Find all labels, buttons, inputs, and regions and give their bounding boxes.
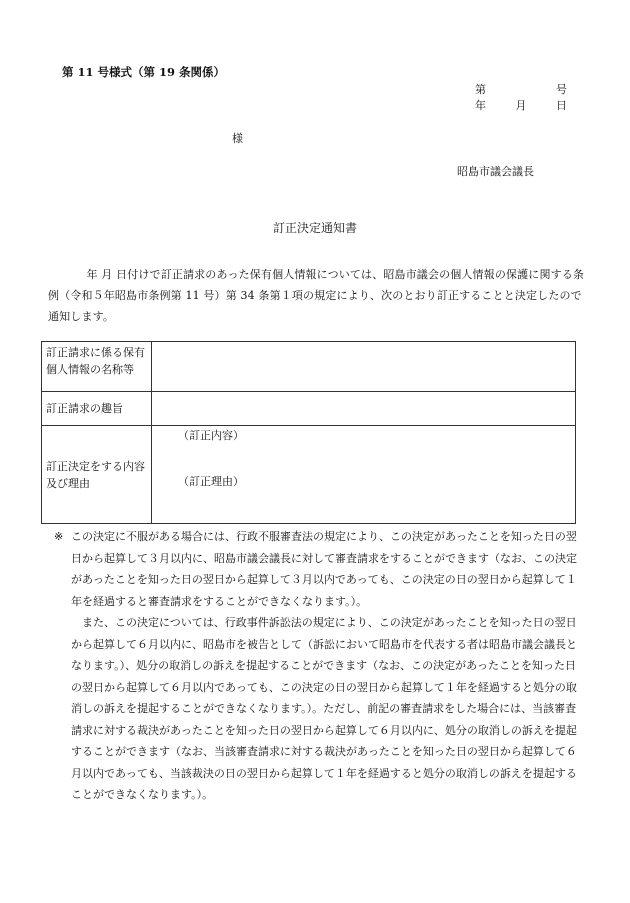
row-label-decision-content: 訂正決定をする内容及び理由 — [42, 426, 152, 524]
appeal-notes — [54, 526, 582, 806]
decision-table — [41, 341, 576, 524]
appeal-note-lawsuit — [54, 612, 582, 806]
correction-content-label: （訂正内容） — [178, 429, 244, 442]
note-mark: ※ — [54, 530, 64, 543]
body-paragraph: 年 月 日付けで訂正請求のあった保有個人情報については、昭島市議会の個人情報の保護に関する条例（令和５年昭島市条例第 11 号）第 34 条第１項の規定により、次のとおり訂正することと決定したので通知します。 — [48, 268, 585, 323]
table-row — [42, 342, 576, 392]
note-text-lawsuit: また、この決定については、行政事件訴訟法の規定により、この決定があったことを知った日の翌日から起算して６月以内に、昭島市を被告として（訴訟において昭島市を代表する者は昭島市議会議長となります。）、処分の取消しの訴えを提起することができます（なお、この決定があったことを知った日の翌日から起算して６月以内であっても、この決定の日の翌日から起算して１年を経過すると処分の取消しの訴えを提起することができなくなります。）。ただし、前記の審査請求をした場合には、当該審査請求に対する裁決があったことを知った日の翌日から起算して６月以内に、処分の取消しの訴えを提起することができます（なお、当該審査請求に対する裁決があったことを知った日の翌日から起算して６月以内であっても、当該裁決の日の翌日から起算して１年を経過すると処分の取消しの訴えを提起することができなくなります。）。 — [71, 616, 577, 801]
date-month: 月 — [515, 99, 527, 112]
addressee-honorific: 様 — [232, 132, 243, 145]
issue-date — [475, 97, 567, 113]
form-number: 第 11 号様式（第 19 条関係） — [62, 65, 226, 79]
document-title: 訂正決定通知書 — [272, 221, 357, 235]
doc-number-prefix: 第 — [475, 83, 486, 96]
table-row — [42, 392, 576, 426]
table-row — [42, 426, 576, 524]
date-year: 年 — [475, 99, 486, 112]
row-label-info-name: 訂正請求に係る保有個人情報の名称等 — [42, 342, 152, 392]
document-number — [475, 81, 567, 97]
row-value-request-purpose — [152, 392, 576, 426]
row-value-decision-content — [152, 426, 576, 524]
correction-reason-label: （訂正理由） — [178, 475, 244, 488]
note-text-review: この決定に不服がある場合には、行政不服審査法の規定により、この決定があったことを知った日の翌日から起算して３月以内に、昭島市議会議長に対して審査請求をすることができます（なお、この決定があったことを知った日の翌日から起算して３月以内であっても、この決定の日の翌日から起算して１年を経過すると審査請求をすることができなくなります。）。 — [71, 530, 577, 608]
doc-number-suffix: 号 — [556, 83, 567, 96]
sender-name: 昭島市議会議長 — [457, 165, 534, 178]
appeal-note-review — [54, 526, 582, 612]
row-label-request-purpose: 訂正請求の趣旨 — [42, 392, 152, 426]
row-value-info-name — [152, 342, 576, 392]
date-day: 日 — [556, 99, 567, 112]
